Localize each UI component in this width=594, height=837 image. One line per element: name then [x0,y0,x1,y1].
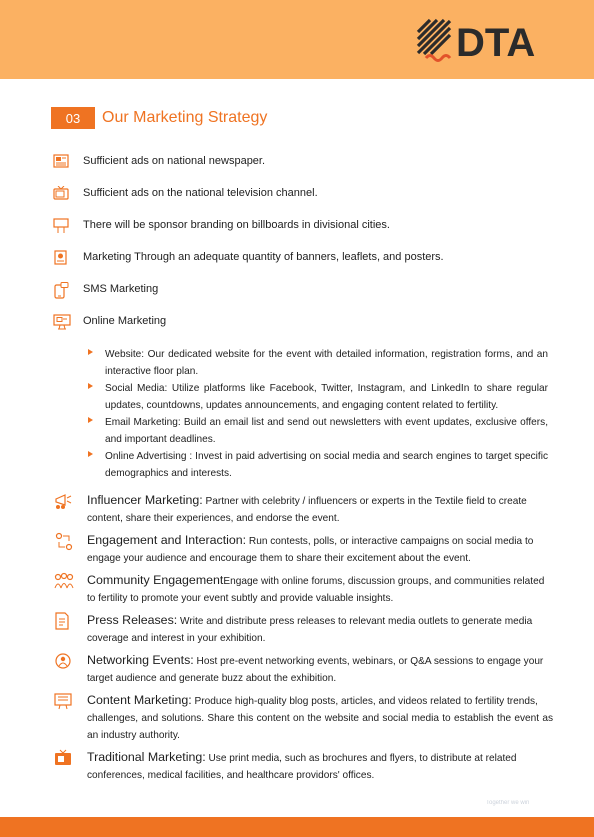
list-item-text: Online Marketing [83,315,167,327]
online-marketing-list [88,346,548,482]
strategy-block [53,749,553,784]
list-item [53,250,444,266]
strategy-text-cont: content, share their experiences, and endorse the event. [87,513,340,524]
poster-icon [53,250,71,266]
list-item [53,282,158,298]
strategy-block [53,612,553,647]
strategy-text-cont: conferences, medical facilities, and healthcare providors' offices. [87,770,375,781]
sub-item-text: Our dedicated website for the event with detailed information, registration forms, and an interactive floor plan. [105,349,548,377]
section-heading [51,107,267,129]
sub-list-item [88,380,548,414]
strategy-title: Engagement and Interaction: [87,533,247,547]
list-item [53,314,166,330]
networking-icon [53,652,75,672]
header-band [0,0,594,79]
strategy-text: Engage with online forums, discussion groups, and communities related [223,576,545,587]
strategy-text-cont: target audience and generate buzz about the exhibition. [87,673,337,684]
footer-band [0,817,594,837]
phone-sms-icon [53,282,71,298]
community-icon [53,572,75,592]
list-item [53,154,265,170]
strategy-title: Influencer Marketing: [87,493,203,507]
billboard-icon [53,218,71,234]
bullet-arrow-icon [88,349,93,355]
list-item-text: Marketing Through an adequate quantity of banners, leaflets, and posters. [83,251,444,263]
sub-item-text: Invest in paid advertising on social media and search engines to target specific demographics and interests. [105,451,548,479]
strategy-title: Traditional Marketing: [87,750,206,764]
watermark: Together we win [486,800,530,806]
sub-list-item [88,414,548,448]
strategy-text: Use print media, such as brochures and flyers, to distribute at related [205,753,517,764]
sub-item-label: Social Media: [105,383,168,394]
bullet-arrow-icon [88,383,93,389]
strategy-block [53,532,553,567]
strategy-text: Host pre-event networking events, webinars, or Q&A sessions to engage your [193,656,544,667]
strategy-block [53,492,553,527]
tv-icon [53,186,71,202]
strategy-block [53,652,553,687]
sub-item-text: Utilize platforms like Facebook, Twitter, Instagram, and LinkedIn to share regular updates, countdowns, updates announcements, and engaging content related to fertility. [105,383,548,411]
strategy-text: Partner with celebrity / influencers or experts in the Textile field to create [202,496,527,507]
list-item-text: There will be sponsor branding on billboards in divisional cities. [83,219,390,231]
sub-item-label: Email Marketing: [105,417,181,428]
strategy-title: Press Releases: [87,613,178,627]
section-number: 03 [51,107,95,129]
sub-list-item [88,346,548,380]
interaction-icon [53,532,75,552]
strategy-text: Write and distribute press releases to relevant media outlets to generate media [177,616,533,627]
logo-mark-icon [416,20,450,61]
strategy-text-cont: coverage and interest in your exhibition. [87,633,266,644]
strategy-title: Community Engagement [87,573,224,587]
content-icon [53,692,75,712]
strategy-text-cont: to fertility to promote your event subtly and provide valuable insights. [87,593,394,604]
strategy-title: Networking Events: [87,653,194,667]
sub-item-label: Website: [105,349,145,360]
strategy-text: Run contests, polls, or interactive campaigns on social media to [246,536,534,547]
press-release-icon [53,612,75,632]
bullet-arrow-icon [88,417,93,423]
list-item-text: SMS Marketing [83,283,159,295]
bullet-arrow-icon [88,451,93,457]
sub-item-text: Build an email list and send out newsletters with event updates, exclusive offers, and important deadlines. [105,417,548,445]
strategy-text-cont: challenges, and solutions. Share this content on the website and social media to establish the event as an industry authority. [87,713,553,741]
list-item-text: Sufficient ads on the national television channel. [83,187,318,199]
megaphone-people-icon [53,492,75,512]
sub-list-item [88,448,548,482]
strategy-text: Produce high-quality blog posts, articles, and videos related to fertility trends, [191,696,538,707]
logo-text: DTA [456,21,536,64]
strategy-block [53,692,553,744]
list-item [53,218,390,234]
computer-icon [53,314,71,330]
newspaper-icon [53,154,71,170]
list-item [53,186,318,202]
strategy-text-cont: engage your audience and encourage them to share their excitement about the event. [87,553,471,564]
sub-item-label: Online Advertising : [105,451,193,462]
list-item-text: Sufficient ads on national newspaper. [83,155,266,167]
strategy-block [53,572,553,607]
traditional-media-icon [53,749,75,769]
strategy-title: Content Marketing: [87,693,192,707]
section-title: Our Marketing Strategy [102,109,268,126]
dta-logo [416,18,576,64]
